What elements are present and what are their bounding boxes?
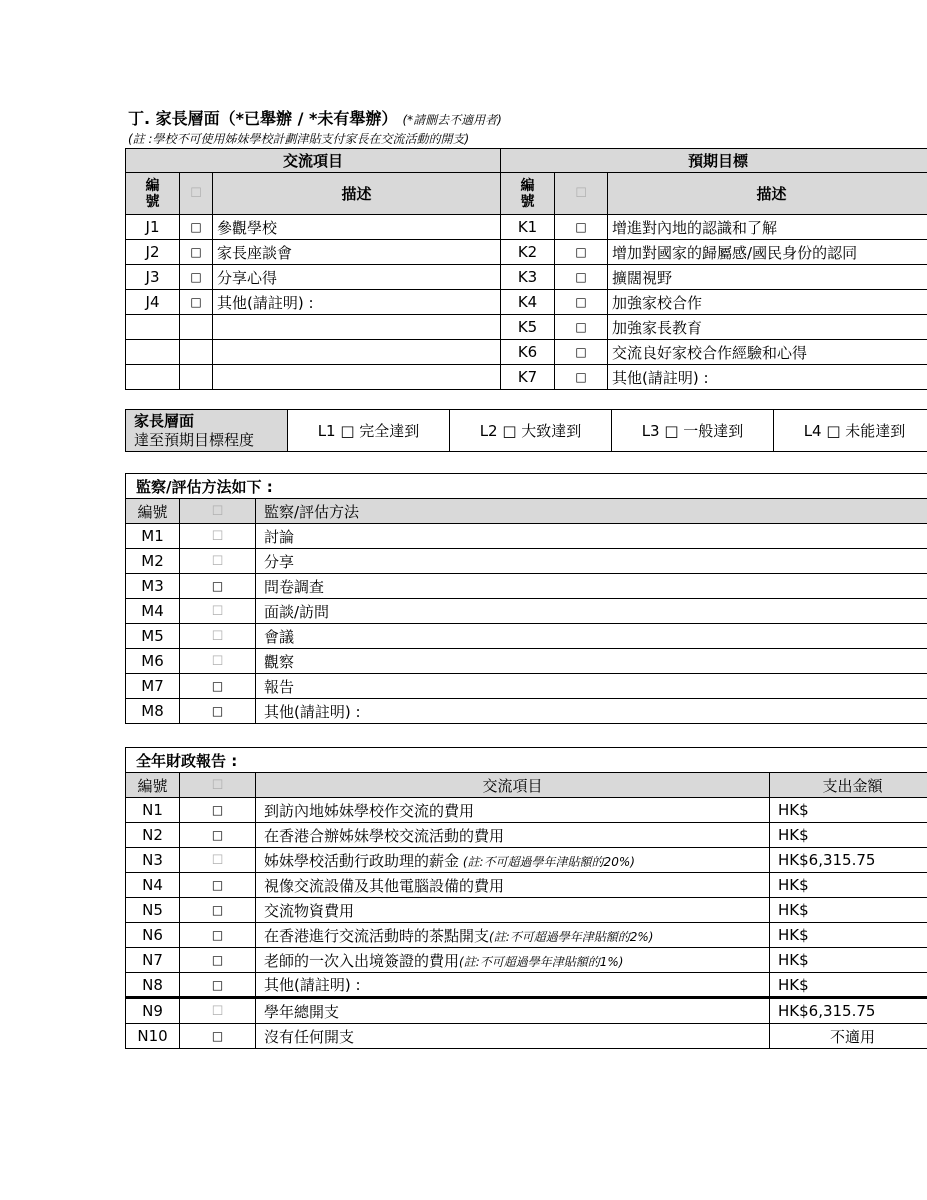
finance-item-text: 到訪內地姊妹學校作交流的費用: [264, 801, 475, 820]
finance-amount[interactable]: HK$6,315.75: [770, 848, 927, 873]
section-subnote: (註 :學校不可使用姊妹學校計劃津貼支付家長在交流活動的開支): [128, 132, 470, 146]
finance-code: N3: [126, 848, 180, 873]
finance-item: [256, 898, 770, 923]
finance-checkbox[interactable]: □: [180, 823, 256, 848]
finance-checkbox[interactable]: ☐: [180, 848, 256, 873]
method-code: M8: [126, 699, 180, 724]
finance-table: [125, 747, 927, 1049]
achievement-option-l3[interactable]: L3 □ 一般達到: [612, 410, 774, 452]
empty-cell: [126, 340, 180, 365]
method-desc: 觀察: [256, 649, 927, 674]
goal-code: K3: [501, 265, 555, 290]
finance-item-text: 學年總開支: [264, 1002, 340, 1021]
empty-cell: [126, 365, 180, 390]
checkbox-col-header: ☐: [180, 773, 256, 798]
finance-code: N2: [126, 823, 180, 848]
goal-code: K6: [501, 340, 555, 365]
achievement-option-l1[interactable]: L1 □ 完全達到: [288, 410, 450, 452]
code-col-header: 編號: [501, 173, 555, 215]
finance-item: [256, 798, 770, 823]
table-row: [126, 649, 927, 674]
method-desc: 報告: [256, 674, 927, 699]
finance-item: [256, 823, 770, 848]
table-row: [126, 998, 927, 1024]
method-checkbox[interactable]: □: [180, 699, 256, 724]
method-desc: 問卷調查: [256, 574, 927, 599]
table-row: [126, 240, 927, 265]
exchange-code: J2: [126, 240, 180, 265]
empty-cell: [213, 340, 501, 365]
achievement-option-l2[interactable]: L2 □ 大致達到: [450, 410, 612, 452]
finance-code: N1: [126, 798, 180, 823]
finance-item: [256, 948, 770, 973]
finance-amount[interactable]: HK$: [770, 948, 927, 973]
empty-cell: [213, 315, 501, 340]
finance-checkbox[interactable]: □: [180, 798, 256, 823]
finance-code: N6: [126, 923, 180, 948]
finance-item: [256, 923, 770, 948]
table-row: [126, 948, 927, 973]
goal-desc: 增進對內地的認識和了解: [608, 215, 927, 240]
desc-col-header: 描述: [608, 173, 927, 215]
checkbox-col-header: ☐: [180, 173, 213, 215]
amount-col-header: 支出金額: [770, 773, 927, 798]
finance-item-note: (註:不可超過學年津貼額的20%): [459, 854, 635, 869]
table-row: [126, 524, 927, 549]
finance-code: N7: [126, 948, 180, 973]
finance-item-note: (註:不可超過學年津貼額的1%): [459, 954, 624, 969]
goal-code: K7: [501, 365, 555, 390]
goal-desc: 加強家長教育: [608, 315, 927, 340]
code-col-header: 編號: [126, 173, 180, 215]
monitoring-table: [125, 473, 927, 724]
goal-checkbox[interactable]: □: [555, 340, 608, 365]
finance-item-text: 其他(請註明) :: [264, 976, 361, 994]
finance-checkbox[interactable]: □: [180, 923, 256, 948]
exchange-table: [125, 148, 927, 390]
table-row: [126, 923, 927, 948]
finance-item-text: 沒有任何開支: [264, 1027, 355, 1046]
finance-item-note: (註:不可超過學年津貼額的2%): [489, 929, 654, 944]
goal-code: K5: [501, 315, 555, 340]
goal-desc: 其他(請註明) :: [608, 365, 927, 390]
finance-checkbox[interactable]: □: [180, 973, 256, 998]
exchange-desc: 其他(請註明) :: [213, 290, 501, 315]
finance-checkbox[interactable]: □: [180, 898, 256, 923]
goal-code: K1: [501, 215, 555, 240]
expected-goals-header: 預期目標: [501, 149, 927, 173]
desc-col-header: 描述: [213, 173, 501, 215]
finance-code: N8: [126, 973, 180, 998]
finance-checkbox[interactable]: ☐: [180, 998, 256, 1024]
table-row: [126, 315, 927, 340]
empty-cell: [213, 365, 501, 390]
finance-checkbox[interactable]: □: [180, 873, 256, 898]
achievement-label-line2: 達至預期目標程度: [134, 430, 255, 449]
table-row: [126, 265, 927, 290]
method-code: M4: [126, 599, 180, 624]
table-row: [126, 624, 927, 649]
method-checkbox[interactable]: □: [180, 674, 256, 699]
section-title-note: (*請刪去不適用者): [402, 113, 502, 127]
table-row: [126, 898, 927, 923]
finance-item-text: 姊妹學校活動行政助理的薪金: [264, 851, 460, 870]
method-checkbox[interactable]: ☐: [180, 524, 256, 549]
exchange-code: J4: [126, 290, 180, 315]
section-title: 丁. 家長層面: [128, 109, 220, 128]
empty-cell: [180, 340, 213, 365]
table-row: [126, 340, 927, 365]
table-row: [126, 574, 927, 599]
section-title-paren: （*已舉辦 / *未有舉辦）: [219, 109, 398, 128]
exchange-desc: 參觀學校: [213, 215, 501, 240]
finance-item-text: 老師的一次入出境簽證的費用: [264, 951, 460, 970]
table-row: [126, 290, 927, 315]
checkbox-col-header: ☐: [555, 173, 608, 215]
finance-item: [256, 873, 770, 898]
item-col-header: 交流項目: [256, 773, 770, 798]
finance-title: 全年財政報告 :: [126, 748, 927, 773]
code-col-header: 編號: [126, 499, 180, 524]
table-row: [126, 699, 927, 724]
table-row: [126, 674, 927, 699]
finance-amount[interactable]: 不適用: [770, 1024, 927, 1049]
monitoring-title: 監察/評估方法如下 :: [126, 474, 927, 499]
finance-item: [256, 998, 770, 1024]
goal-code: K4: [501, 290, 555, 315]
method-code: M7: [126, 674, 180, 699]
goal-desc: 增加對國家的歸屬感/國民身份的認同: [608, 240, 927, 265]
goal-checkbox[interactable]: □: [555, 240, 608, 265]
method-col-header: 監察/評估方法: [256, 499, 927, 524]
goal-checkbox[interactable]: □: [555, 265, 608, 290]
exchange-items-header: 交流項目: [126, 149, 501, 173]
method-code: M3: [126, 574, 180, 599]
exchange-checkbox[interactable]: □: [180, 290, 213, 315]
finance-item: [256, 973, 770, 998]
finance-amount[interactable]: HK$: [770, 873, 927, 898]
exchange-checkbox[interactable]: □: [180, 265, 213, 290]
finance-code: N10: [126, 1024, 180, 1049]
goal-desc: 加強家校合作: [608, 290, 927, 315]
finance-amount[interactable]: HK$: [770, 823, 927, 848]
method-checkbox[interactable]: ☐: [180, 624, 256, 649]
table-row: [126, 798, 927, 823]
empty-cell: [180, 315, 213, 340]
table-row: [126, 973, 927, 998]
goal-checkbox[interactable]: □: [555, 315, 608, 340]
achievement-label-line1: 家長層面: [134, 411, 195, 430]
exchange-code: J3: [126, 265, 180, 290]
table-row: [126, 365, 927, 390]
finance-item-text: 在香港合辦姊妹學校交流活動的費用: [264, 826, 505, 845]
finance-code: N9: [126, 998, 180, 1024]
method-checkbox[interactable]: ☐: [180, 649, 256, 674]
exchange-checkbox[interactable]: □: [180, 240, 213, 265]
section-title-line: [128, 106, 502, 129]
goal-checkbox[interactable]: □: [555, 365, 608, 390]
finance-item: [256, 848, 770, 873]
finance-item-text: 交流物資費用: [264, 901, 355, 920]
method-checkbox[interactable]: ☐: [180, 549, 256, 574]
goal-desc: 交流良好家校合作經驗和心得: [608, 340, 927, 365]
method-code: M2: [126, 549, 180, 574]
finance-amount[interactable]: HK$: [770, 898, 927, 923]
method-desc: 會議: [256, 624, 927, 649]
table-row: [126, 215, 927, 240]
finance-code: N4: [126, 873, 180, 898]
achievement-table: [125, 409, 927, 452]
goal-code: K2: [501, 240, 555, 265]
method-desc: 討論: [256, 524, 927, 549]
exchange-code: J1: [126, 215, 180, 240]
table-row: [126, 823, 927, 848]
table-row: [126, 599, 927, 624]
finance-amount[interactable]: HK$: [770, 973, 927, 998]
code-col-header: 編號: [126, 773, 180, 798]
table-row: [126, 1024, 927, 1049]
finance-amount[interactable]: HK$: [770, 923, 927, 948]
finance-total-amount[interactable]: HK$6,315.75: [770, 998, 927, 1024]
finance-item-text: 在香港進行交流活動時的茶點開支: [264, 926, 490, 945]
empty-cell: [180, 365, 213, 390]
method-desc: 其他(請註明) :: [256, 699, 927, 724]
exchange-checkbox[interactable]: □: [180, 215, 213, 240]
method-desc: 分享: [256, 549, 927, 574]
table-row: [126, 549, 927, 574]
exchange-desc: 家長座談會: [213, 240, 501, 265]
goal-checkbox[interactable]: □: [555, 290, 608, 315]
finance-checkbox[interactable]: □: [180, 948, 256, 973]
achievement-label: [126, 410, 288, 452]
goal-checkbox[interactable]: □: [555, 215, 608, 240]
method-code: M6: [126, 649, 180, 674]
finance-checkbox[interactable]: □: [180, 1024, 256, 1049]
exchange-desc: 分享心得: [213, 265, 501, 290]
table-row: [126, 873, 927, 898]
method-checkbox[interactable]: ☐: [180, 599, 256, 624]
method-checkbox[interactable]: □: [180, 574, 256, 599]
empty-cell: [126, 315, 180, 340]
method-code: M5: [126, 624, 180, 649]
method-code: M1: [126, 524, 180, 549]
finance-code: N5: [126, 898, 180, 923]
checkbox-col-header: ☐: [180, 499, 256, 524]
method-desc: 面談/訪問: [256, 599, 927, 624]
goal-desc: 擴闊視野: [608, 265, 927, 290]
finance-item-text: 視像交流設備及其他電腦設備的費用: [264, 876, 505, 895]
achievement-option-l4[interactable]: L4 □ 未能達到: [774, 410, 927, 452]
table-row: [126, 848, 927, 873]
finance-amount[interactable]: HK$: [770, 798, 927, 823]
finance-item: [256, 1024, 770, 1049]
